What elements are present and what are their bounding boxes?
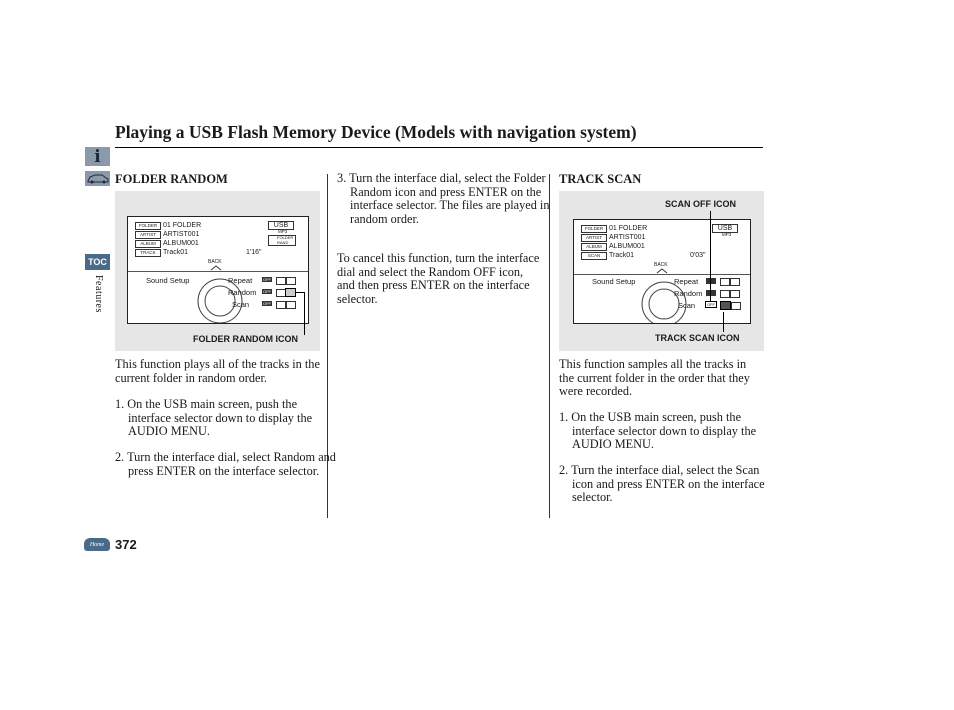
format-label: MP3 [278, 229, 288, 234]
audio-screen [573, 219, 751, 324]
track-scan-step-1: 1. On the USB main screen, push the interface selector down to display the AUDIO MENU. [559, 410, 757, 451]
scan-track-icon[interactable] [276, 301, 286, 309]
toc-icon[interactable] [85, 254, 110, 270]
track-scan-figure [559, 191, 764, 351]
folder-value: 01 FOLDER [609, 225, 648, 232]
back-label: BACK [654, 262, 668, 268]
artist-value: ARTIST001 [163, 231, 200, 238]
folder-random-caption: FOLDER RANDOM ICON [193, 334, 298, 344]
folder-random-step-2: 2. Turn the interface dial, select Random and press ENTER on the interface selector. [115, 450, 336, 478]
info-icon[interactable] [85, 147, 110, 166]
album-tag: ALBUM [135, 240, 161, 248]
menu-scan[interactable]: Scan [232, 300, 250, 309]
folder-random-icon[interactable] [285, 288, 296, 297]
repeat-folder-icon[interactable] [730, 278, 740, 286]
track-scan-heading: TRACK SCAN [559, 172, 642, 186]
track-scan-caption: TRACK SCAN ICON [655, 333, 740, 343]
cancel-random-text: To cancel this function, turn the interface dial and select the Random OFF icon, and then press ENTER on the interface selector. [337, 251, 540, 306]
repeat-off-icon[interactable] [706, 278, 716, 284]
leader-line [710, 211, 711, 301]
leader-line [304, 292, 305, 335]
track-value: Track01 [163, 249, 189, 256]
mode-line2: RAND [277, 239, 289, 245]
back-label: BACK [208, 259, 222, 265]
folder-scan-icon[interactable] [731, 302, 741, 310]
track-scan-intro: This function samples all the tracks in the current folder in the order that they were recorded. [559, 357, 750, 398]
leader-line [723, 312, 724, 332]
title-divider [115, 147, 763, 148]
audio-screen [127, 216, 309, 324]
scan-tag: SCAN [581, 252, 607, 260]
scan-off-icon[interactable]: OFF [707, 302, 715, 307]
car-icon-graphic [85, 171, 110, 186]
repeat-track-icon[interactable] [276, 277, 286, 285]
menu-repeat[interactable]: Repeat [228, 276, 253, 285]
album-value: ALBUM001 [163, 240, 199, 247]
folder-value: 01 FOLDER [163, 222, 202, 229]
random-off-icon[interactable] [706, 290, 716, 296]
elapsed-time: 0'03" [690, 252, 706, 259]
album-value: ALBUM001 [609, 243, 645, 250]
menu-sound-setup[interactable]: Sound Setup [592, 277, 636, 286]
car-icon[interactable] [85, 171, 110, 186]
menu-scan[interactable]: Scan [678, 301, 696, 310]
menu-random[interactable]: Random [228, 288, 257, 297]
folder-tag: FOLDER [581, 225, 607, 233]
random-off-icon[interactable]: OFF [263, 289, 271, 294]
scan-off-caption: SCAN OFF ICON [665, 199, 736, 209]
folder-tag: FOLDER [135, 222, 161, 230]
source-badge: USB [712, 224, 738, 233]
mode-line1: FOLDER [277, 235, 294, 240]
format-label: MP3 [722, 232, 732, 237]
page-title: Playing a USB Flash Memory Device (Models with navigation system) [115, 122, 637, 142]
track-value: Track01 [609, 252, 635, 259]
scan-folder-icon[interactable] [286, 301, 296, 309]
album-tag: ALBUM [581, 243, 607, 251]
home-icon[interactable] [84, 538, 110, 551]
repeat-track-icon[interactable] [720, 278, 730, 286]
page-number: 372 [115, 537, 137, 552]
menu-sound-setup[interactable]: Sound Setup [146, 276, 190, 285]
folder-random-step-3: 3. Turn the interface dial, select the Folder Random icon and press ENTER on the interface selector. The files are played in random order. [337, 171, 550, 226]
folder-random-heading: FOLDER RANDOM [115, 172, 228, 186]
random-track-icon[interactable] [720, 290, 730, 298]
folder-random-step-1: 1. On the USB main screen, push the interface selector down to display the AUDIO MENU. [115, 397, 313, 438]
repeat-folder-icon[interactable] [286, 277, 296, 285]
track-scan-step-2: 2. Turn the interface dial, select the Scan icon and press ENTER on the interface selector. [559, 463, 765, 504]
artist-tag: ARTIST [581, 234, 607, 242]
source-badge: USB [268, 221, 294, 230]
folder-random-intro: This function plays all of the tracks in the current folder in random order. [115, 357, 320, 385]
random-folder-icon[interactable] [730, 290, 740, 298]
artist-tag: ARTIST [135, 231, 161, 239]
artist-value: ARTIST001 [609, 234, 646, 241]
elapsed-time: 1'16" [246, 249, 262, 256]
leader-line [296, 292, 304, 293]
menu-random[interactable]: Random [674, 289, 703, 298]
info-icon-glyph: i [94, 146, 101, 167]
home-label: Home [89, 541, 105, 548]
menu-divider [128, 271, 308, 272]
track-tag: TRACK [135, 249, 161, 257]
section-label: Features [93, 275, 104, 313]
folder-rand-badge [268, 235, 296, 246]
track-scan-icon[interactable] [720, 301, 731, 310]
folder-random-figure [115, 191, 320, 351]
scan-off-icon[interactable]: OFF [263, 301, 271, 306]
menu-divider [574, 274, 750, 275]
menu-repeat[interactable]: Repeat [674, 277, 699, 286]
repeat-off-icon[interactable]: OFF [263, 277, 271, 282]
toc-label: TOC [88, 257, 107, 267]
